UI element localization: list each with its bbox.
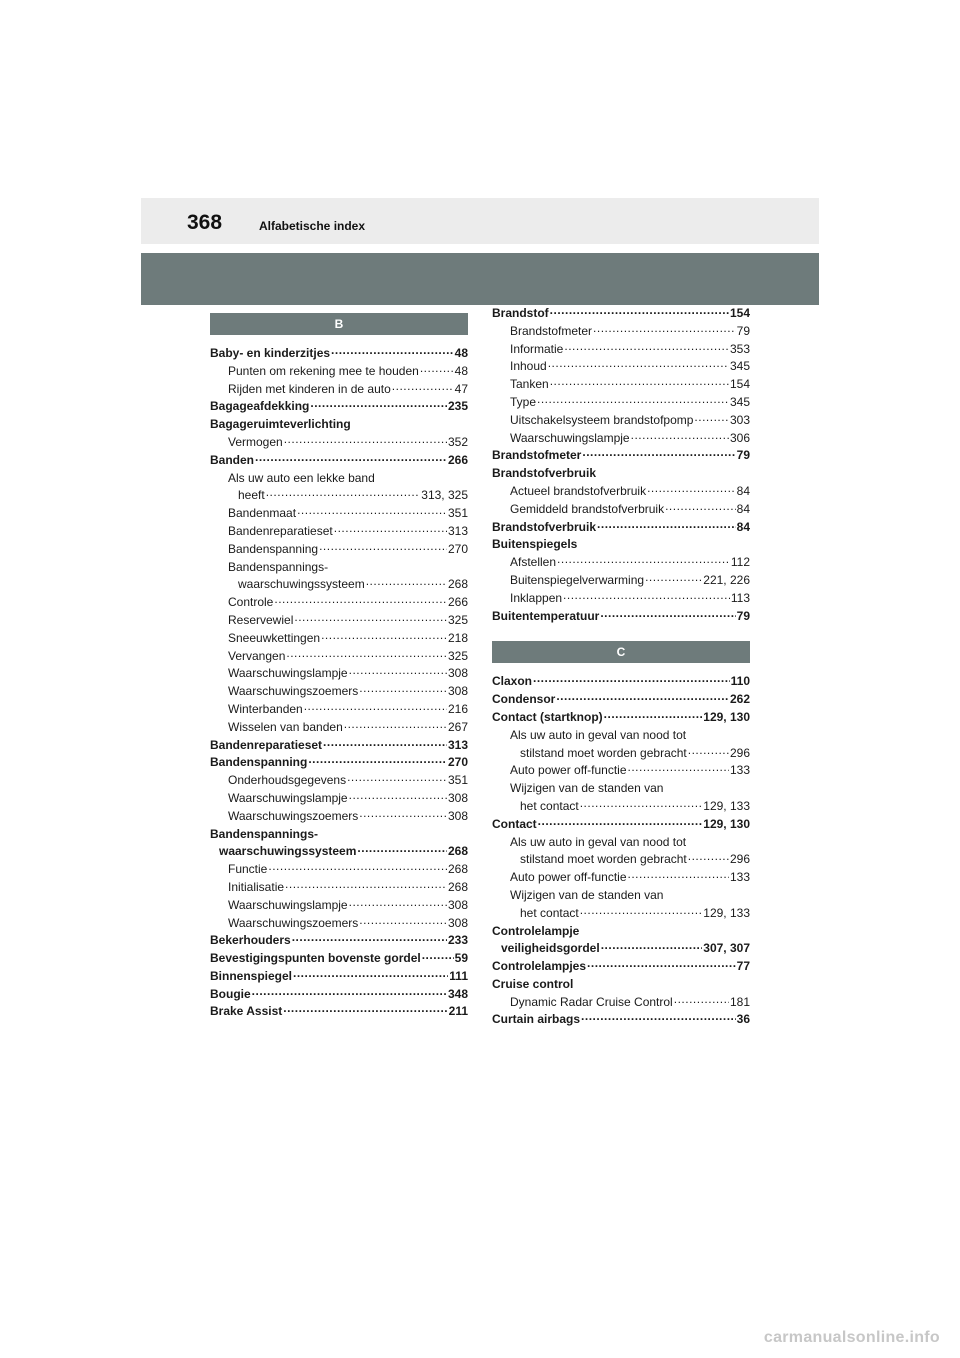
dot-leader <box>304 698 447 710</box>
index-term: Bandenreparatieset <box>228 523 333 538</box>
dot-leader <box>597 516 736 528</box>
page-reference: 268 <box>447 862 468 877</box>
page-reference: 313 <box>447 523 468 538</box>
page-reference: 353 <box>729 341 750 356</box>
page-reference: 308 <box>447 915 468 930</box>
index-term: Initialisatie <box>228 879 285 894</box>
page-reference: 308 <box>447 808 468 823</box>
page-reference: 79 <box>736 323 750 338</box>
index-term: Brandstofmeter <box>492 448 582 463</box>
index-term: Bandenspannings- <box>210 826 319 841</box>
dot-leader <box>694 409 729 421</box>
page-reference: 129, 130 <box>703 816 750 831</box>
index-term: Baby- en kinderzitjes <box>210 346 331 360</box>
page-reference: 129, 130 <box>703 709 750 724</box>
index-term: Uitschakelsysteem brandstofpomp <box>510 412 694 427</box>
index-term: Bandenmaat <box>228 506 297 521</box>
page-reference: 154 <box>729 306 750 320</box>
chapter-band <box>141 253 819 305</box>
dot-leader <box>344 716 447 728</box>
page-reference: 181 <box>729 994 750 1009</box>
index-term: Claxon <box>492 674 533 689</box>
index-entry <box>492 447 750 465</box>
page-reference: 268 <box>447 577 468 592</box>
dot-leader <box>331 342 454 354</box>
dot-leader <box>285 876 447 888</box>
index-term: Auto power off-functie <box>510 763 627 778</box>
dot-leader <box>600 605 735 617</box>
page-reference: 296 <box>729 745 750 760</box>
index-term: Bekerhouders <box>210 933 291 948</box>
index-entry <box>492 762 750 780</box>
dot-leader <box>665 498 736 510</box>
page-reference: 133 <box>729 870 750 885</box>
index-entry <box>492 816 750 834</box>
index-term: Punten om rekening mee te houden <box>228 363 419 378</box>
dot-leader <box>422 947 454 959</box>
index-term: Reservewiel <box>228 612 294 627</box>
dot-leader <box>283 1000 447 1012</box>
page-reference: 129, 133 <box>703 798 750 813</box>
page-reference: 235 <box>447 399 468 414</box>
index-term: Informatie <box>510 341 564 356</box>
page-reference: 48 <box>454 346 468 360</box>
index-term: Winterbanden <box>228 701 303 716</box>
dot-leader <box>308 751 447 763</box>
dot-leader <box>538 813 703 825</box>
dot-leader <box>604 706 703 718</box>
page-reference: 268 <box>447 879 468 894</box>
dot-leader <box>268 858 447 870</box>
index-term: Brandstofmeter <box>510 323 593 338</box>
index-term: Bougie <box>210 986 251 1001</box>
dot-leader <box>252 983 447 995</box>
page-reference: 352 <box>447 434 468 449</box>
dot-leader <box>359 680 447 692</box>
dot-leader <box>582 444 735 456</box>
dot-leader <box>274 591 447 603</box>
page-reference: 84 <box>736 483 750 498</box>
page-reference: 113 <box>730 590 750 605</box>
dot-leader <box>266 484 421 496</box>
index-term: Banden <box>210 452 255 467</box>
dot-leader <box>533 670 730 682</box>
dot-leader <box>284 431 447 443</box>
index-term: Buitenspiegels <box>492 537 578 552</box>
page-reference: 233 <box>447 933 468 948</box>
dot-leader <box>359 912 447 924</box>
page-reference: 36 <box>736 1012 750 1027</box>
dot-leader <box>297 502 447 514</box>
page-reference: 308 <box>447 684 468 699</box>
dot-leader <box>548 355 729 367</box>
index-entry <box>210 541 468 559</box>
index-term: Actueel brandstofverbruik <box>510 483 647 498</box>
dot-leader <box>359 805 447 817</box>
index-term: Als uw auto in geval van nood tot <box>510 834 687 849</box>
index-term: Vermogen <box>228 434 283 449</box>
index-entry <box>210 808 468 826</box>
dot-leader <box>563 587 730 599</box>
page-reference: 351 <box>447 773 468 788</box>
page-reference: 218 <box>447 630 468 645</box>
index-term: Gemiddeld brandstofverbruik <box>510 501 665 516</box>
index-term: Sneeuwkettingen <box>228 630 321 645</box>
index-term: Waarschuwingszoemers <box>228 684 359 699</box>
page-reference: 47 <box>454 381 468 396</box>
page-reference: 307, 307 <box>703 941 750 956</box>
page-reference: 306 <box>729 430 750 445</box>
index-entry <box>492 958 750 976</box>
index-term: het contact <box>520 905 579 920</box>
index-entry <box>210 1003 468 1021</box>
page-reference: 313, 325 <box>421 488 468 503</box>
page-reference: 313 <box>447 737 468 752</box>
index-term: heeft <box>238 488 265 503</box>
index-term: Wijzigen van de standen van <box>510 781 664 796</box>
index-term: waarschuwingssysteem <box>238 577 365 592</box>
dot-leader <box>310 395 447 407</box>
dot-leader <box>366 573 447 585</box>
index-term: Afstellen <box>510 555 557 570</box>
dot-leader <box>550 302 729 314</box>
index-term: Vervangen <box>228 648 286 663</box>
page-reference: 77 <box>736 959 750 974</box>
index-term: stilstand moet worden gebracht <box>520 852 687 867</box>
page-reference: 110 <box>730 674 750 689</box>
index-entry <box>492 1011 750 1029</box>
dot-leader <box>323 734 447 746</box>
index-column-left <box>210 313 468 1021</box>
index-term: Curtain airbags <box>492 1012 581 1027</box>
index-term: Condensor <box>492 692 556 707</box>
index-term: Buitentemperatuur <box>492 608 600 623</box>
index-term: Onderhoudsgegevens <box>228 773 347 788</box>
index-term: Dynamic Radar Cruise Control <box>510 994 673 1009</box>
dot-leader <box>601 937 703 949</box>
dot-leader <box>550 373 729 385</box>
index-entry <box>492 905 750 923</box>
page-reference: 79 <box>736 448 750 463</box>
letter-heading-c: C <box>492 641 750 663</box>
index-term: stilstand moet worden gebracht <box>520 745 687 760</box>
dot-leader <box>292 929 447 941</box>
dot-leader <box>581 1008 736 1020</box>
index-term: Bagageafdekking <box>210 399 310 414</box>
page-reference: 262 <box>729 692 750 707</box>
dot-leader <box>564 338 729 350</box>
index-term: Bandenspanning <box>228 541 319 556</box>
dot-leader <box>334 520 447 532</box>
dot-leader <box>255 449 447 461</box>
page-reference: 345 <box>729 394 750 409</box>
index-term: Waarschuwingslampje <box>228 666 348 681</box>
page-reference: 266 <box>447 595 468 610</box>
page-reference: 308 <box>447 790 468 805</box>
dot-leader <box>647 480 736 492</box>
index-list-c <box>492 673 750 1029</box>
dot-leader <box>688 742 729 754</box>
index-term: Type <box>510 394 537 409</box>
page-reference: 79 <box>736 608 750 623</box>
dot-leader <box>349 787 447 799</box>
page-reference: 154 <box>729 377 750 392</box>
page-reference: 48 <box>454 363 468 378</box>
index-term: Brake Assist <box>210 1004 283 1019</box>
page-reference: 348 <box>447 986 468 1001</box>
index-term: Waarschuwingslampje <box>228 897 348 912</box>
dot-leader <box>286 645 447 657</box>
index-term: waarschuwingssysteem <box>219 844 357 859</box>
page-reference: 221, 226 <box>703 572 750 587</box>
dot-leader <box>537 391 729 403</box>
page-reference: 351 <box>447 506 468 521</box>
page-reference: 270 <box>447 541 468 556</box>
section-title: Alfabetische index <box>259 219 366 233</box>
index-term: Waarschuwingslampje <box>510 430 630 445</box>
page-reference: 268 <box>447 844 468 859</box>
index-term: Brandstofverbruik <box>492 466 597 481</box>
page-reference: 308 <box>447 666 468 681</box>
page-reference: 112 <box>730 555 750 570</box>
index-term: Waarschuwingslampje <box>228 790 348 805</box>
index-term: Buitenspiegelverwarming <box>510 572 645 587</box>
page-reference: 59 <box>454 951 468 966</box>
dot-leader <box>349 662 447 674</box>
dot-leader <box>580 902 703 914</box>
dot-leader <box>688 848 729 860</box>
dot-leader <box>392 378 454 390</box>
page-reference: 345 <box>729 359 750 374</box>
index-entry <box>492 554 750 572</box>
dot-leader <box>580 795 703 807</box>
index-entry <box>210 452 468 470</box>
index-entry <box>492 709 750 727</box>
index-term: Brandstof <box>492 306 549 320</box>
index-term: Wisselen van banden <box>228 719 343 734</box>
index-term: Bandenreparatieset <box>210 737 323 752</box>
index-term: Binnenspiegel <box>210 968 293 983</box>
page-reference: 267 <box>447 719 468 734</box>
page-reference: 133 <box>729 763 750 778</box>
dot-leader <box>347 769 447 781</box>
page-reference: 84 <box>736 519 750 534</box>
page-reference: 308 <box>447 897 468 912</box>
index-term: Contact <box>492 816 537 831</box>
index-term: Tanken <box>510 377 549 392</box>
dot-leader <box>321 627 447 639</box>
index-term: Controlelampjes <box>492 959 587 974</box>
watermark: carmanualsonline.info <box>763 1329 940 1346</box>
index-term: het contact <box>520 798 579 813</box>
dot-leader <box>420 360 454 372</box>
dot-leader <box>319 538 447 550</box>
dot-leader <box>593 320 736 332</box>
index-term: Als uw auto in geval van nood tot <box>510 727 687 742</box>
page-reference: 296 <box>729 852 750 867</box>
index-term: Controlelampje <box>492 923 580 938</box>
page-reference: 129, 133 <box>703 905 750 920</box>
index-term: Bevestigingspunten bovenste gordel <box>210 951 421 966</box>
dot-leader <box>556 688 729 700</box>
index-term: Als uw auto een lekke band <box>228 470 375 485</box>
header-bar <box>141 198 819 244</box>
index-entry <box>210 398 468 416</box>
dot-leader <box>293 965 448 977</box>
page-reference: 325 <box>447 648 468 663</box>
dot-leader <box>674 991 729 1003</box>
index-term: Controle <box>228 595 274 610</box>
index-term: Inhoud <box>510 359 547 374</box>
index-term: Cruise control <box>492 976 574 991</box>
index-term: Bandenspannings- <box>228 559 329 574</box>
dot-leader <box>645 569 702 581</box>
page-reference: 266 <box>447 452 468 467</box>
index-term: Wijzigen van de standen van <box>510 887 664 902</box>
dot-leader <box>631 427 729 439</box>
page-reference: 111 <box>449 968 468 983</box>
page-reference: 216 <box>447 701 468 716</box>
page-reference: 84 <box>736 501 750 516</box>
section-gap <box>492 625 750 641</box>
index-entry <box>492 869 750 887</box>
index-list-b-right <box>492 305 750 625</box>
letter-heading-b: B <box>210 313 468 335</box>
index-column-right <box>492 305 750 1029</box>
index-term: Brandstofverbruik <box>492 519 597 534</box>
index-term: Bagageruimteverlichting <box>210 417 351 432</box>
dot-leader <box>587 955 736 967</box>
index-term: Waarschuwingszoemers <box>228 915 359 930</box>
page-reference: 325 <box>447 612 468 627</box>
index-list-b-left <box>210 345 468 1021</box>
index-term: Functie <box>228 862 268 877</box>
index-term: Rijden met kinderen in de auto <box>228 381 391 396</box>
page-reference: 303 <box>729 412 750 427</box>
page-reference: 270 <box>447 755 468 770</box>
index-term: Contact (startknop) <box>492 709 603 724</box>
page-reference: 211 <box>448 1004 468 1019</box>
index-entry <box>492 519 750 537</box>
dot-leader <box>628 759 729 771</box>
index-term: veiligheidsgordel <box>501 941 600 956</box>
index-term: Auto power off-functie <box>510 870 627 885</box>
index-term: Bandenspanning <box>210 755 308 770</box>
dot-leader <box>349 894 447 906</box>
dot-leader <box>628 866 729 878</box>
index-entry <box>492 608 750 626</box>
index-term: Inklappen <box>510 590 563 605</box>
dot-leader <box>357 840 447 852</box>
dot-leader <box>557 551 730 563</box>
page-number: 368 <box>187 211 223 234</box>
index-term: Waarschuwingszoemers <box>228 808 359 823</box>
dot-leader <box>294 609 447 621</box>
